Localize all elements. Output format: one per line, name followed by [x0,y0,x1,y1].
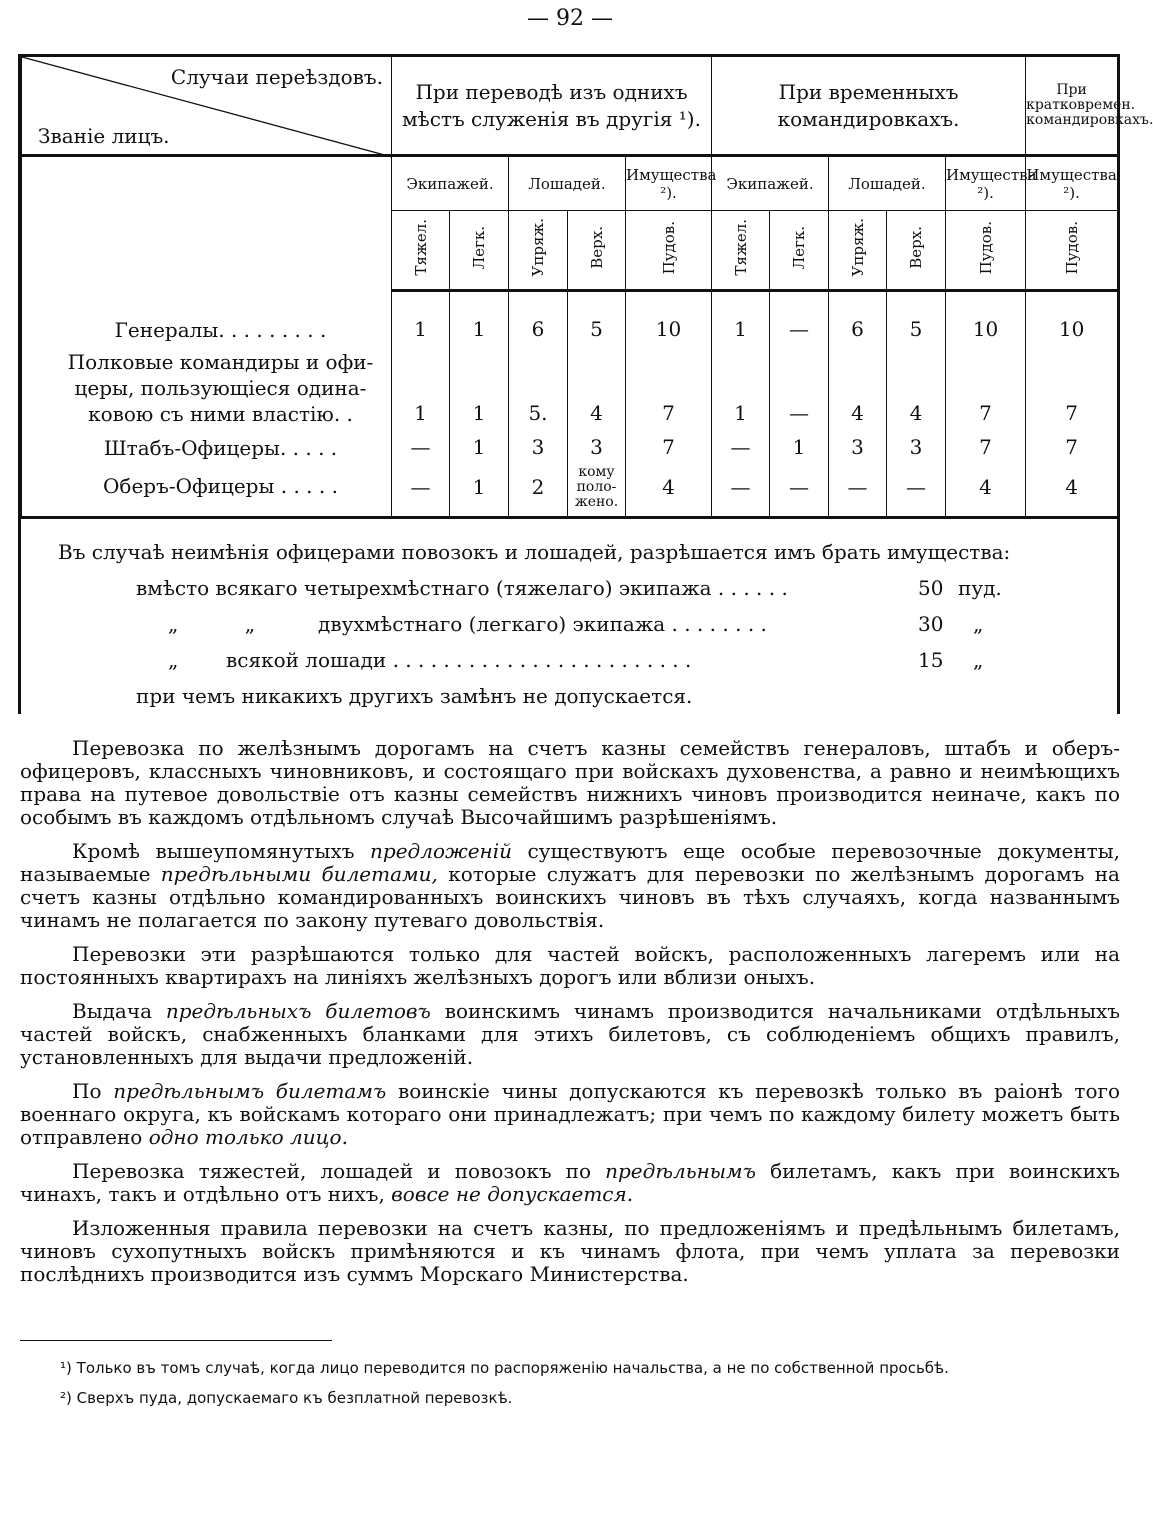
table-cell: 2 [509,465,568,518]
text-segment: которые служатъ для перевозки по желѣзнымъ дорогамъ на счетъ казны отдѣльно командированныхъ воинскихъ чиновъ въ тѣхъ случаяхъ, когда названнымъ чинамъ не полагается по закону путеваго довольствія. [20,862,1120,932]
table-row [22,347,1118,431]
body-text [20,737,1120,1297]
italic-text: предѣльнымъ билетамъ [113,1079,387,1103]
italic-text: предѣльнымъ [605,1159,756,1183]
col-header-light-2: Легк. [770,211,829,291]
paragraph [20,1217,1120,1286]
row-label-line: Полковые командиры и офи- [67,349,374,374]
paragraph [20,840,1120,932]
row-label-chief-officers: Оберъ-Офицеры . . . . . [22,465,392,518]
col-header-heavy-2: Тяжел. [712,211,770,291]
note-line [18,570,1114,606]
table-cell: 1 [770,431,829,465]
note-line-unit: „ [973,612,984,636]
italic-text: предложеній [370,839,513,863]
riding-note-line: жено. [574,493,619,510]
note-line [18,606,1114,642]
table-cell: 1 [450,291,509,347]
table-cell: 6 [829,291,887,347]
table-cell: 1 [392,291,450,347]
table-cell: — [887,465,946,518]
row-label-line: ковою съ ними властію. . [88,401,353,426]
table-cell: 7 [626,431,712,465]
table-cell: 10 [946,291,1026,347]
row-label-regimental-commanders [22,347,392,431]
table-cell: 3 [887,431,946,465]
table-cell: 7 [1026,347,1118,431]
table-cell: 1 [450,465,509,518]
row-label-line: церы, пользующіеся одина- [74,375,367,400]
italic-text: предѣльными билетами, [160,862,438,886]
table-cell: 1 [392,347,450,431]
note-line-value: 15 [918,648,944,672]
col-header-heavy-1: Тяжел. [392,211,450,291]
table-cell: 4 [887,347,946,431]
text-segment: Перевозка по желѣзнымъ дорогамъ на счетъ казны семействъ генераловъ, штабъ и оберъ-офицеровъ, классныхъ чиновниковъ, и состоящаго при войскахъ духовенства, а равно и неимѣющихъ права на путевое довольствіе отъ казны семействъ нижнихъ чиновъ производится неиначе, какъ по особымъ въ каждомъ отдѣльномъ случаѣ Высочайшимъ разрѣшеніямъ. [20,736,1120,829]
note-closing: при чемъ никакихъ другихъ замѣнъ не допускается. [136,684,693,708]
table-cell: 10 [626,291,712,347]
substitution-note [18,534,1114,714]
col-header-pud-3: Пудов. [1026,211,1118,291]
col-header-pud-1: Пудов. [626,211,712,291]
allowance-table [21,54,1153,519]
table-cell-riding-note [568,465,626,518]
group-header-transfer: При переводѣ изъ однихъ мѣстъ служенія въ другія ¹). [392,56,712,156]
note-line-unit: „ [973,648,984,672]
table-cell: 10 [1026,291,1118,347]
table-cell: 4 [1026,465,1118,518]
footnote-1 [60,1358,1120,1378]
table-row [22,465,1118,518]
table-cell: 3 [568,431,626,465]
paragraph [20,1000,1120,1069]
row-label-generals: Генералы. . . . . . . . . [22,291,392,347]
table-cell: — [712,465,770,518]
table-cell: 7 [946,431,1026,465]
italic-text: вовсе не допускается. [391,1182,634,1206]
note-line-unit: пуд. [958,576,1002,600]
sub-header-carriages-2: Экипажей. [712,156,829,211]
italic-text: одно только лицо. [148,1125,348,1149]
col-header-light-1: Легк. [450,211,509,291]
paragraph [20,737,1120,829]
table-cell: 1 [712,291,770,347]
table-cell: 5 [887,291,946,347]
table-cell: 4 [568,347,626,431]
table-cell: 1 [712,347,770,431]
text-segment: существуютъ еще особые перевозочные документы, называемые [20,839,1120,886]
note-intro: Въ случаѣ неимѣнія офицерами повозокъ и лошадей, разрѣшается имъ брать имущества: [58,540,1011,564]
sub-header-horses-1: Лошадей. [509,156,626,211]
page-number: — 92 — [527,6,613,31]
table-row [22,291,1118,347]
table-cell: 5 [568,291,626,347]
footnote-2 [60,1388,1120,1408]
table-cell: 7 [946,347,1026,431]
riding-note-line: поло- [576,478,617,495]
table-cell: — [392,431,450,465]
table-cell: — [829,465,887,518]
table-cell: 4 [946,465,1026,518]
table-cell: 6 [509,291,568,347]
text-segment: Перевозка тяжестей, лошадей и повозокъ по [72,1159,606,1183]
footnote-rule [20,1340,332,1341]
paragraph [20,1160,1120,1206]
col-header-riding-1: Верх. [568,211,626,291]
note-line-prefix: „ „ [168,612,256,636]
group-header-short: При кратковремен. командировкахъ. [1026,56,1118,156]
note-line [18,642,1114,678]
col-header-harness-1: Упряж. [509,211,568,291]
note-line-prefix: „ [168,648,179,672]
table-cell: 4 [829,347,887,431]
corner-header-cases: Случаи переѣздовъ. [170,65,383,89]
table-cell: — [770,347,829,431]
sub-header-carriages-1: Экипажей. [392,156,509,211]
col-header-riding-2: Верх. [887,211,946,291]
sub-header-property-3: Имущества ²). [1026,156,1118,211]
text-segment: билетамъ, какъ при воинскихъ чинахъ, такъ и отдѣльно отъ нихъ, [20,1159,1120,1206]
note-line-value: 50 [918,576,944,600]
text-segment: Изложенныя правила перевозки на счетъ казны, по предложеніямъ и предѣльнымъ билетамъ, чиновъ сухопутныхъ войскъ примѣняются и къ чинамъ флота, при чемъ уплата за перевозки послѣднихъ производится изъ суммъ Морскаго Министерства. [20,1216,1120,1286]
corner-header [22,56,392,156]
table-cell: — [712,431,770,465]
footnote-text: Только въ томъ случаѣ, когда лицо переводится по распоряженію начальства, а не по собственной просьбѣ. [76,1359,949,1377]
note-line-text: двухмѣстнаго (легкаго) экипажа . . . . . . . . [318,612,767,636]
table-row [22,431,1118,465]
footnote-text: Сверхъ пуда, допускаемаго къ безплатной перевозкѣ. [76,1389,513,1407]
table-cell: 7 [626,347,712,431]
corner-header-rank: Званіе лицъ. [38,124,170,148]
note-line-text: всякой лошади . . . . . . . . . . . . . . . . . . . . . . . . [226,648,692,672]
note-line-value: 30 [918,612,944,636]
text-segment: Кромѣ вышеупомянутыхъ [72,839,371,863]
table-cell: 5. [509,347,568,431]
text-segment: воинскимъ чинамъ производится начальниками отдѣльныхъ частей войскъ, снабженныхъ бланками для этихъ билетовъ, съ соблюденіемъ общихъ правилъ, установленныхъ для выдачи предложеній. [20,999,1121,1069]
table-cell: 4 [626,465,712,518]
table-cell: 3 [509,431,568,465]
table-cell: 3 [829,431,887,465]
group-header-temporary: При временныхъ командировкахъ. [712,56,1026,156]
footnote-mark: ²) [60,1389,72,1407]
text-segment: Выдача [72,999,166,1023]
footnote-mark: ¹) [60,1359,72,1377]
table-cell: — [770,291,829,347]
sub-header-property-1: Имущества ²). [626,156,712,211]
row-label-staff-officers: Штабъ-Офицеры. . . . . [22,431,392,465]
table-cell: 1 [450,347,509,431]
paragraph [20,1080,1120,1149]
table-cell: — [770,465,829,518]
blank-header-cell [22,156,392,291]
table-cell: — [392,465,450,518]
riding-note-line: кому [578,463,615,480]
text-segment: Перевозки эти разрѣшаются только для частей войскъ, расположенныхъ лагеремъ или на постоянныхъ квартирахъ на линіяхъ желѣзныхъ дорогъ или вблизи оныхъ. [20,942,1120,989]
col-header-harness-2: Упряж. [829,211,887,291]
table-cell: 1 [450,431,509,465]
text-segment: воинскіе чины допускаются къ перевозкѣ только въ раіонѣ того военнаго округа, къ войскамъ котораго они принадлежатъ; при чемъ по каждому билету можетъ быть отправлено [20,1079,1121,1149]
sub-header-horses-2: Лошадей. [829,156,946,211]
italic-text: предѣльныхъ билетовъ [165,999,431,1023]
col-header-pud-2: Пудов. [946,211,1026,291]
table-cell: 7 [1026,431,1118,465]
note-line [18,678,1114,714]
note-line-text: вмѣсто всякаго четырехмѣстнаго (тяжелаго) экипажа . . . . . . [136,576,788,600]
paragraph [20,943,1120,989]
text-segment: По [72,1079,114,1103]
sub-header-property-2: Имущества ²). [946,156,1026,211]
